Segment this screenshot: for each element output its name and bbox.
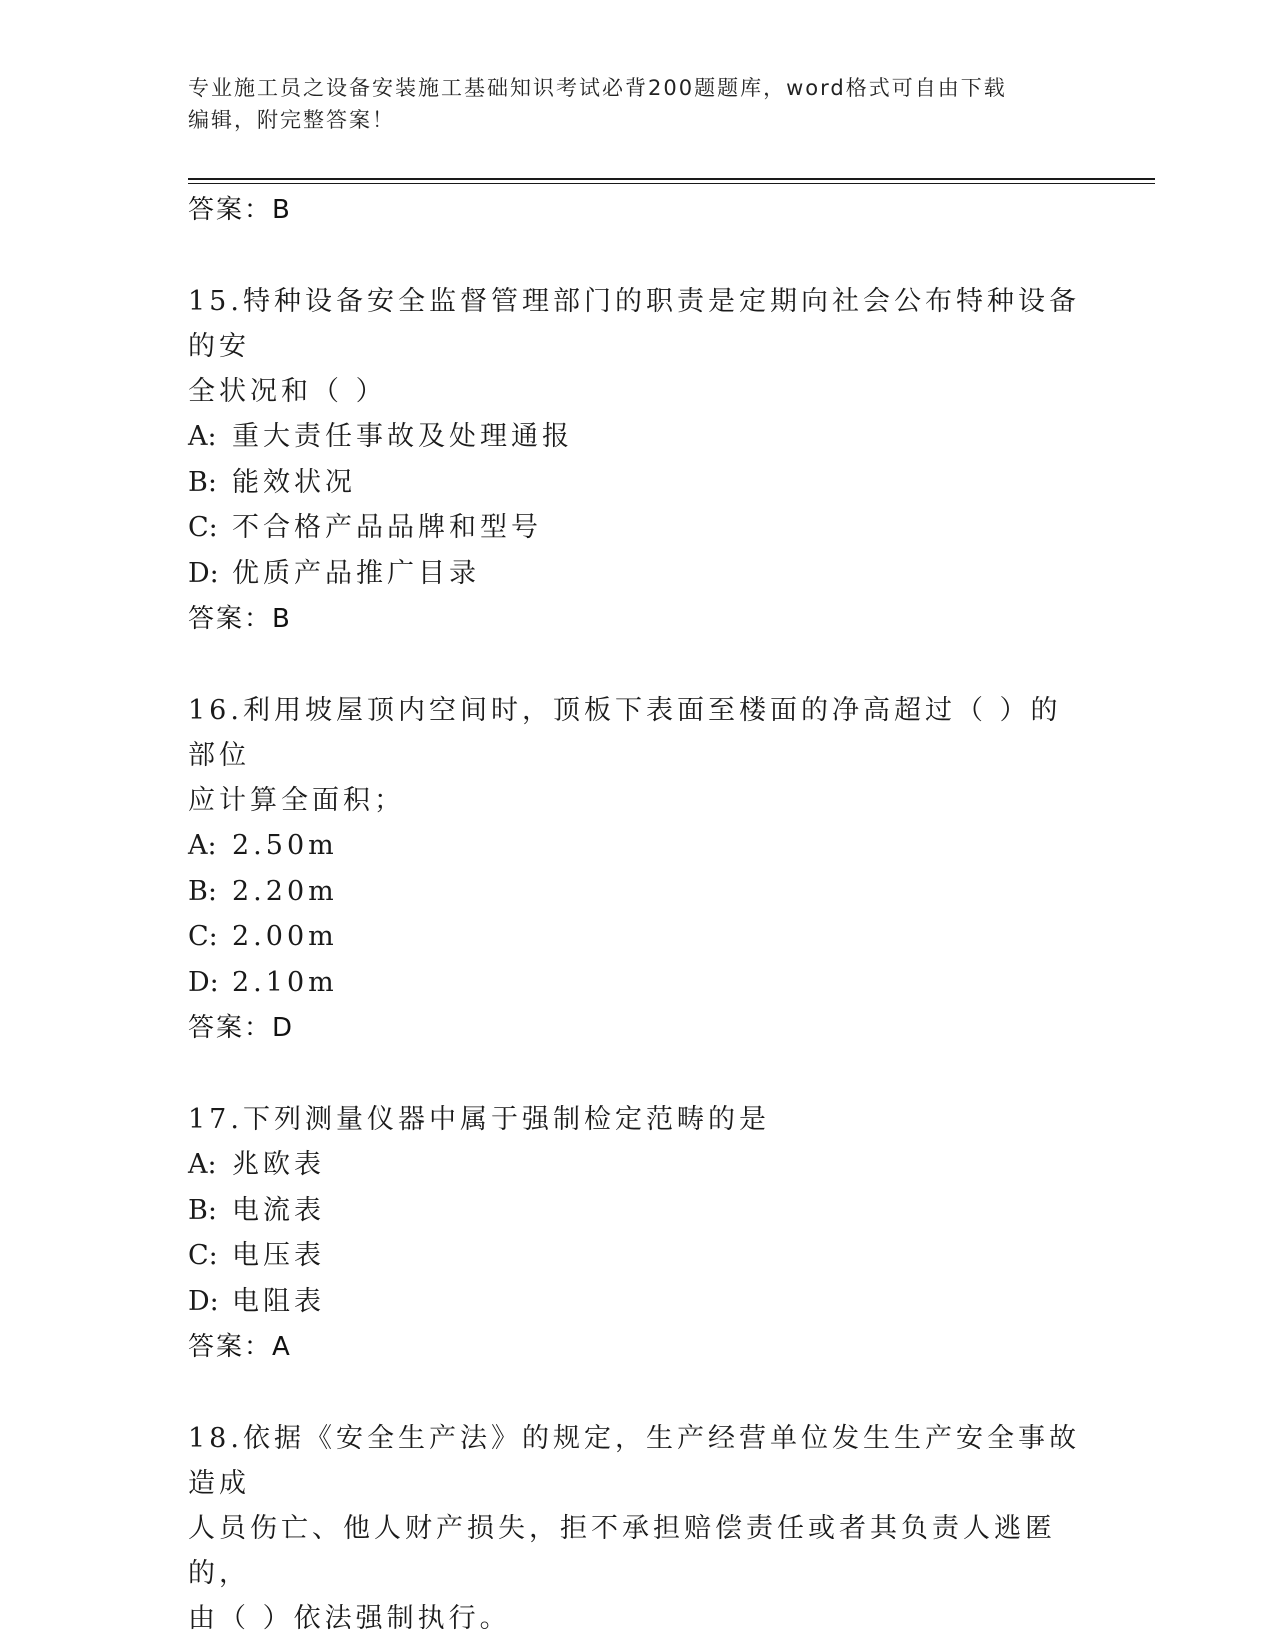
answer-label: 答案：: [188, 1013, 273, 1043]
question-stem-line: 应计算全面积；: [188, 785, 405, 816]
header-divider-thin: [188, 183, 1155, 184]
option-a: [188, 1142, 1088, 1188]
option-letter: B:: [188, 875, 217, 907]
document-header: [188, 72, 1088, 136]
question-stem-16: [188, 688, 1088, 823]
question-stem-line: 18.依据《安全生产法》的规定，生产经营单位发生生产安全事故造成: [188, 1423, 1080, 1499]
answer-value: D: [272, 1013, 295, 1043]
option-text: 重大责任事故及处理通报: [232, 421, 573, 452]
option-letter: C:: [188, 1240, 218, 1271]
question-list: [188, 187, 1088, 1641]
question-stem-line: 15.特种设备安全监督管理部门的职责是定期向社会公布特种设备的安: [188, 286, 1080, 362]
option-text: 能效状况: [232, 466, 356, 498]
previous-answer-line: [188, 187, 1088, 233]
question-stem-15: [188, 279, 1088, 414]
question-stem-line: 人员伤亡、他人财产损失，拒不承担赔偿责任或者其负责人逃匿的，: [188, 1513, 1056, 1589]
option-text: 不合格产品品牌和型号: [232, 512, 542, 543]
answer-value: A: [272, 1332, 292, 1362]
option-letter: D:: [188, 557, 219, 589]
question-stem-line: 由（ ）依法强制执行。: [188, 1603, 511, 1634]
answer-line-17: [188, 1324, 1088, 1370]
option-d: [188, 551, 1088, 597]
answer-line-15: [188, 596, 1088, 642]
question-stem-line: 17.下列测量仪器中属于强制检定范畴的是: [188, 1104, 770, 1135]
option-b: [188, 460, 1088, 506]
option-letter: C:: [188, 921, 218, 952]
option-text: 电阻表: [232, 1285, 325, 1317]
option-letter: B:: [188, 466, 217, 498]
question-stem-line: 全状况和（ ）: [188, 376, 387, 407]
option-d: [188, 1279, 1088, 1325]
option-letter: A:: [188, 1149, 217, 1180]
option-c: [188, 914, 1088, 960]
option-letter: D:: [188, 1285, 219, 1317]
option-text: 电压表: [232, 1240, 325, 1271]
option-b: [188, 1188, 1088, 1234]
option-text: 2.50m: [232, 830, 338, 861]
option-b: [188, 869, 1088, 915]
header-title-line-2: 编辑，附完整答案！: [188, 108, 395, 132]
option-letter: A:: [188, 421, 217, 452]
option-letter: A:: [188, 830, 217, 861]
option-text: 2.10m: [232, 966, 338, 998]
option-text: 优质产品推广目录: [232, 557, 480, 589]
option-a: [188, 823, 1088, 869]
option-c: [188, 505, 1088, 551]
option-text: 兆欧表: [232, 1149, 325, 1180]
option-c: [188, 1233, 1088, 1279]
option-letter: B:: [188, 1194, 217, 1226]
option-d: [188, 960, 1088, 1006]
answer-label: 答案：: [188, 195, 273, 225]
option-letter: D:: [188, 966, 219, 998]
option-a: [188, 414, 1088, 460]
answer-label: 答案：: [188, 1332, 273, 1362]
answer-value: B: [272, 195, 292, 225]
question-stem-17: [188, 1097, 1088, 1142]
option-letter: C:: [188, 512, 218, 543]
option-text: 2.00m: [232, 921, 338, 952]
option-text: 电流表: [232, 1194, 325, 1226]
option-text: 2.20m: [232, 875, 338, 907]
question-stem-18: [188, 1416, 1088, 1641]
answer-line-16: [188, 1005, 1088, 1051]
answer-label: 答案：: [188, 604, 273, 634]
header-divider-thick: [188, 178, 1155, 180]
answer-value: B: [272, 604, 292, 634]
question-stem-line: 16.利用坡屋顶内空间时，顶板下表面至楼面的净高超过（ ）的部位: [188, 695, 1062, 771]
header-title-line-1: 专业施工员之设备安装施工基础知识考试必背200题题库，word格式可自由下载: [188, 76, 1007, 100]
